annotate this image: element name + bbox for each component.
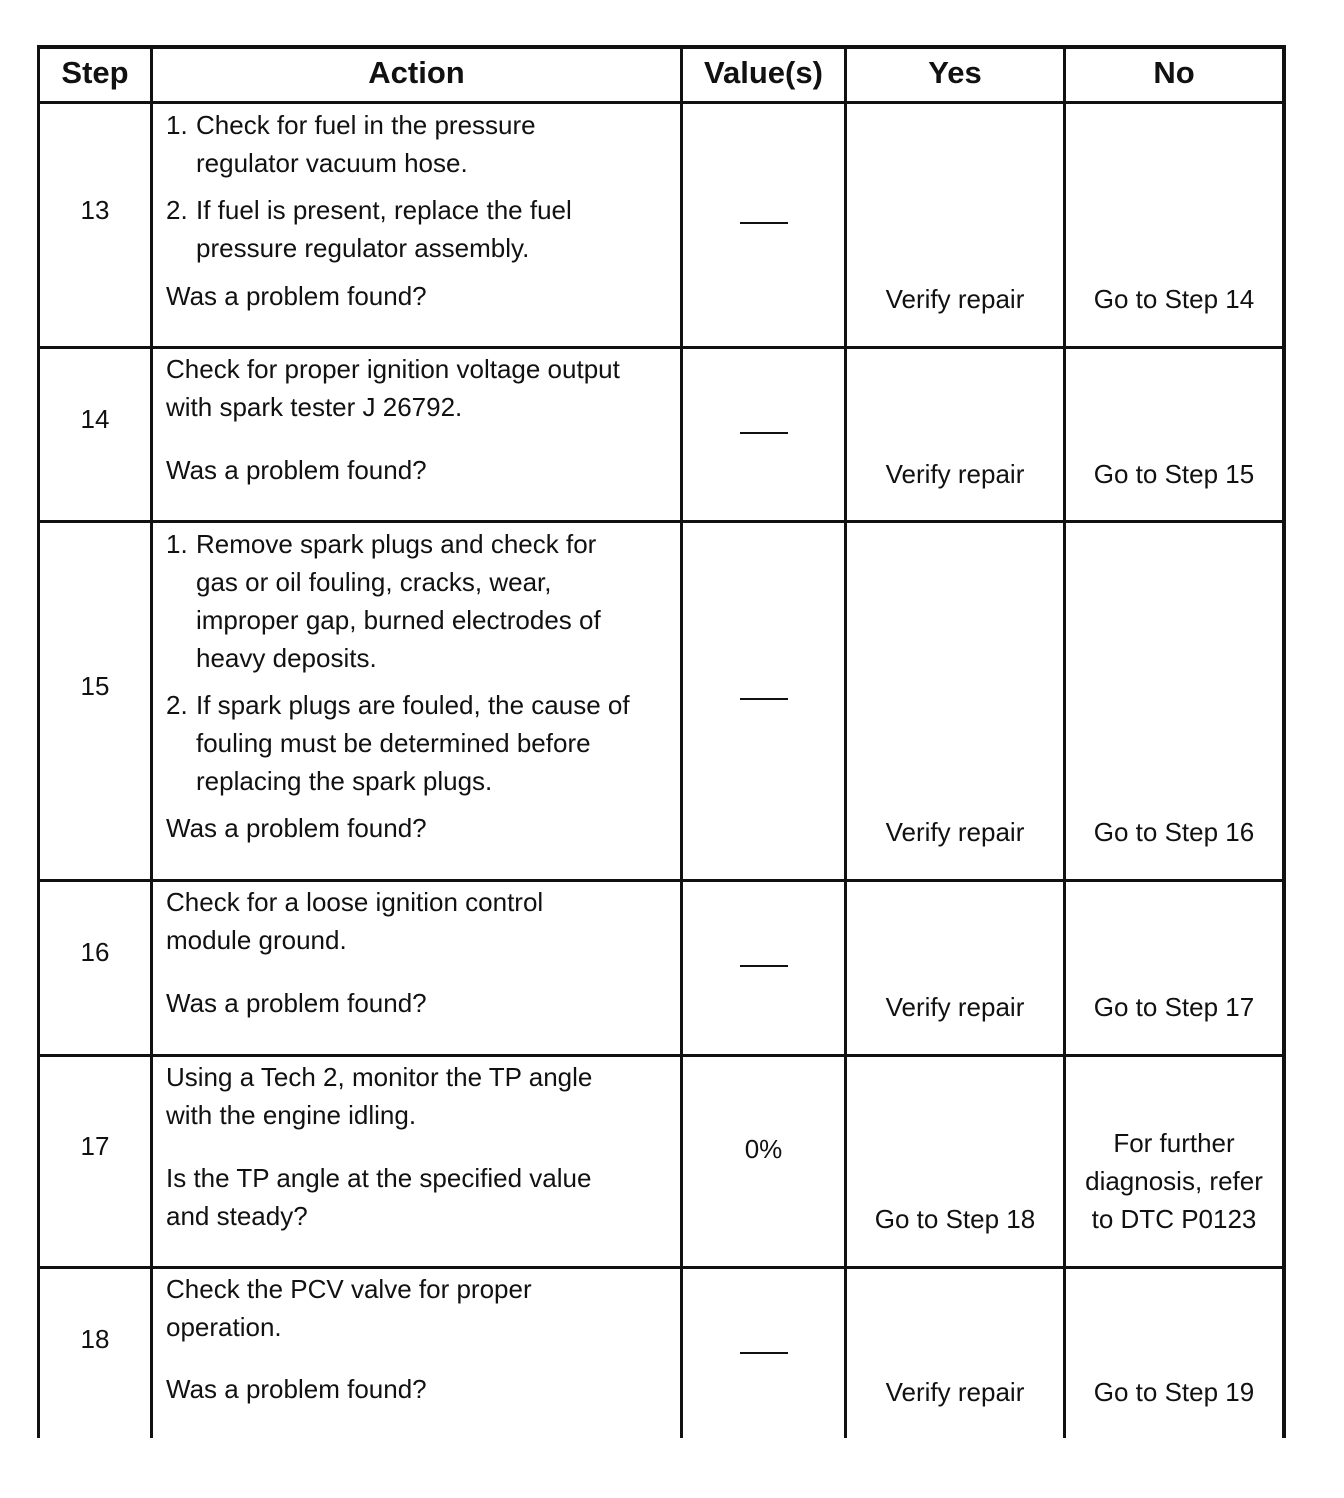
step-number: 14	[80, 404, 110, 434]
step-number: 18	[80, 1324, 110, 1354]
row-divider	[37, 879, 1286, 882]
action-text: Check for fuel in the pressure	[196, 110, 536, 140]
no-result: For further	[1113, 1128, 1235, 1158]
action-text: heavy deposits.	[196, 643, 377, 673]
header-action: Action	[368, 55, 465, 90]
step-number: 17	[80, 1131, 110, 1161]
header-values: Value(s)	[704, 55, 823, 90]
row-divider	[37, 1266, 1286, 1269]
header-no: No	[1153, 55, 1195, 90]
yes-result: Verify repair	[885, 459, 1025, 489]
action-text: Check for a loose ignition control	[166, 887, 544, 917]
action-question: Was a problem found?	[166, 988, 427, 1018]
action-text: Check the PCV valve for proper	[166, 1274, 532, 1304]
no-result: Go to Step 14	[1093, 284, 1255, 314]
action-text: Check for proper ignition voltage output	[166, 354, 620, 384]
table-border-top	[37, 45, 1286, 49]
action-text: operation.	[166, 1312, 282, 1342]
action-text: replacing the spark plugs.	[196, 766, 493, 796]
header-yes: Yes	[928, 55, 982, 90]
action-text: pressure regulator assembly.	[196, 233, 530, 263]
value-dash	[740, 432, 788, 434]
action-text: with spark tester J 26792.	[166, 392, 463, 422]
row-divider	[37, 346, 1286, 349]
column-divider	[1282, 45, 1286, 1438]
action-text: improper gap, burned electrodes of	[196, 605, 601, 635]
action-question: Was a problem found?	[166, 813, 427, 843]
list-number: 2.	[166, 690, 188, 720]
action-text: gas or oil fouling, cracks, wear,	[196, 567, 552, 597]
action-text: regulator vacuum hose.	[196, 148, 468, 178]
value-dash	[740, 222, 788, 224]
value-dash	[740, 965, 788, 967]
value-text: 0%	[744, 1134, 783, 1164]
action-text: Using a Tech 2, monitor the TP angle	[166, 1062, 593, 1092]
step-number: 16	[80, 937, 110, 967]
action-question: Is the TP angle at the specified value	[166, 1163, 592, 1193]
action-question: Was a problem found?	[166, 281, 427, 311]
column-divider	[37, 45, 40, 1438]
row-divider	[37, 1054, 1286, 1057]
yes-result: Verify repair	[885, 1377, 1025, 1407]
action-text: module ground.	[166, 925, 347, 955]
list-number: 2.	[166, 195, 188, 225]
yes-result: Verify repair	[885, 992, 1025, 1022]
list-number: 1.	[166, 529, 188, 559]
column-divider	[150, 45, 153, 1438]
action-question: and steady?	[166, 1201, 308, 1231]
no-result: Go to Step 17	[1093, 992, 1255, 1022]
action-text: Remove spark plugs and check for	[196, 529, 597, 559]
no-result: to DTC P0123	[1091, 1204, 1257, 1234]
value-dash	[740, 1352, 788, 1354]
no-result: Go to Step 16	[1093, 817, 1255, 847]
no-result: Go to Step 19	[1093, 1377, 1255, 1407]
yes-result: Go to Step 18	[874, 1204, 1036, 1234]
step-number: 15	[80, 671, 110, 701]
no-result: diagnosis, refer	[1085, 1166, 1263, 1196]
yes-result: Verify repair	[885, 284, 1025, 314]
value-dash	[740, 698, 788, 700]
action-text: If fuel is present, replace the fuel	[196, 195, 572, 225]
list-number: 1.	[166, 110, 188, 140]
row-divider	[37, 520, 1286, 523]
action-text: If spark plugs are fouled, the cause of	[196, 690, 630, 720]
action-text: fouling must be determined before	[196, 728, 591, 758]
header-step: Step	[61, 55, 129, 90]
action-question: Was a problem found?	[166, 455, 427, 485]
column-divider	[680, 45, 683, 1438]
header-divider	[37, 101, 1286, 104]
no-result: Go to Step 15	[1093, 459, 1255, 489]
step-number: 13	[80, 195, 110, 225]
action-question: Was a problem found?	[166, 1374, 427, 1404]
yes-result: Verify repair	[885, 817, 1025, 847]
action-text: with the engine idling.	[166, 1100, 417, 1130]
